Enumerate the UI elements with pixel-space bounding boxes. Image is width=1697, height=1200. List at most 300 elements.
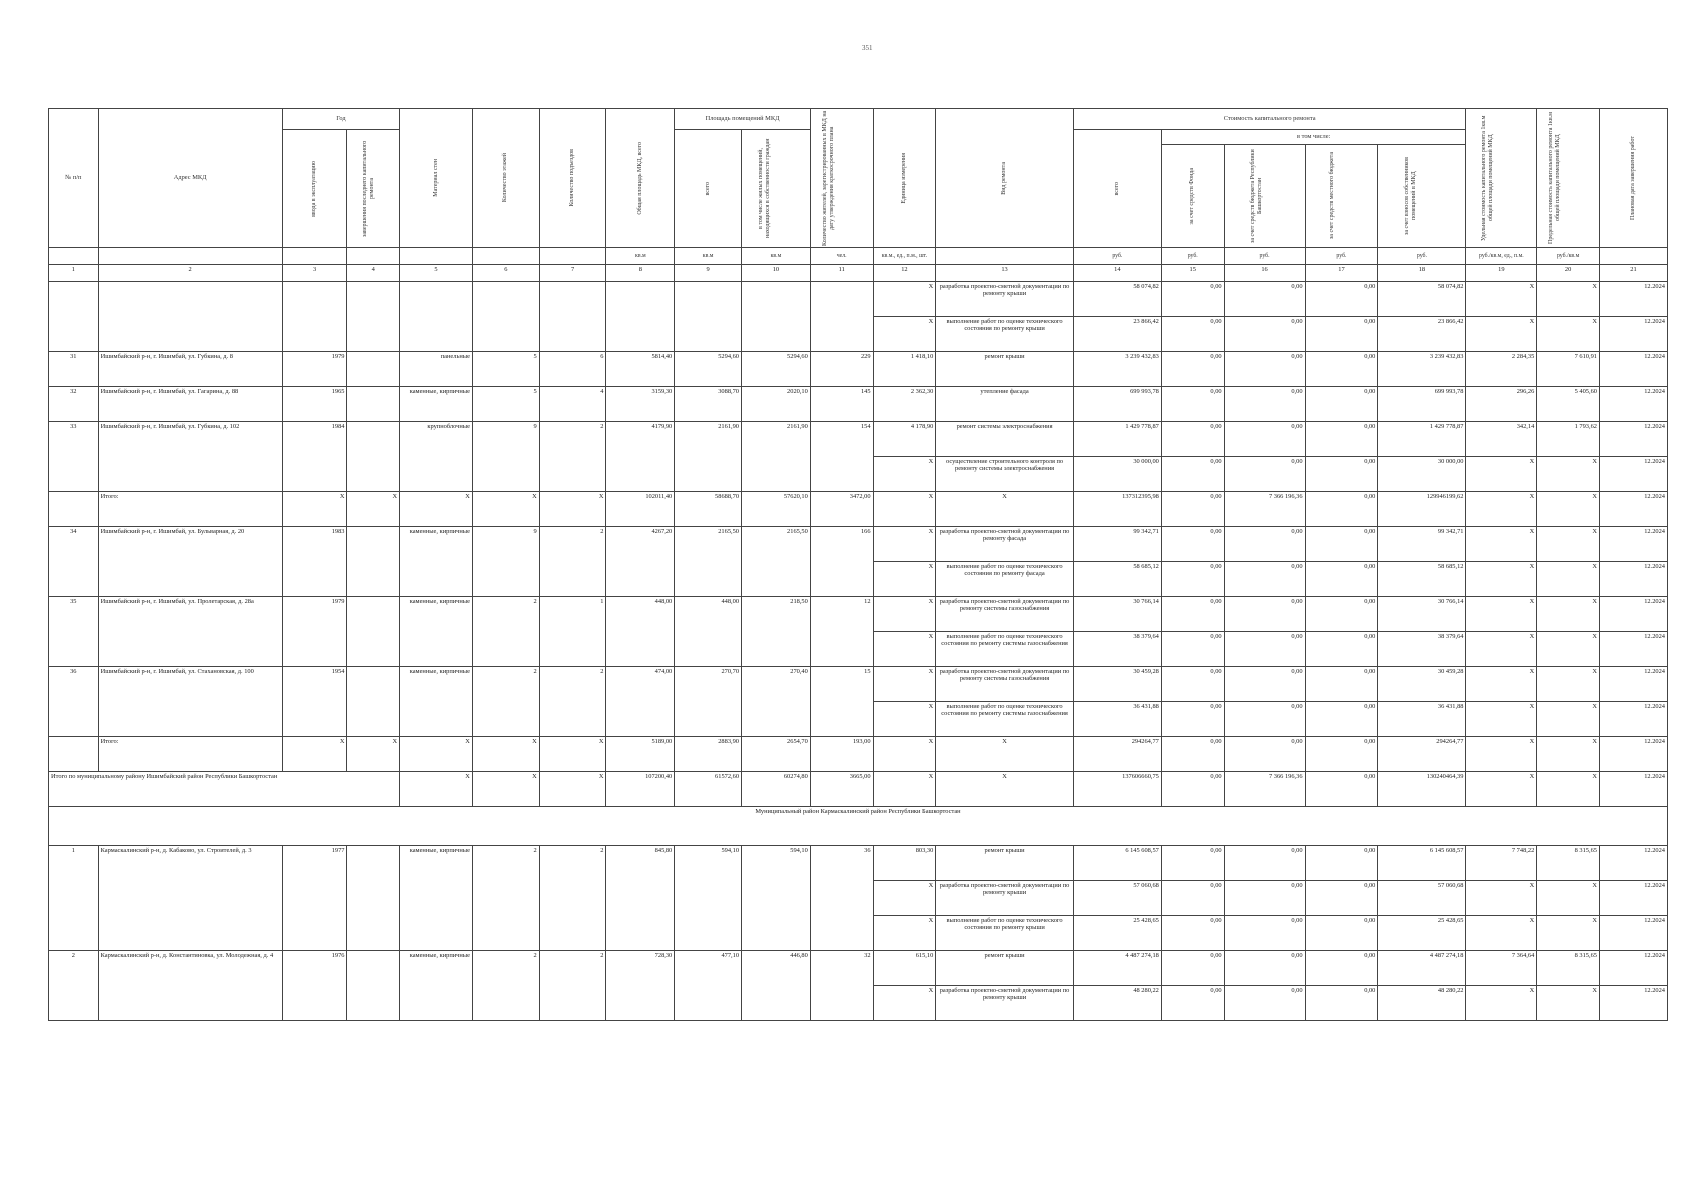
table-cell: 0,00	[1305, 846, 1378, 881]
header-cost-group: Стоимость капитального ремонта	[1073, 109, 1466, 130]
table-cell: 16	[1224, 265, 1305, 282]
table-cell: 20	[1537, 265, 1600, 282]
table-cell: Ишимбайский р-н, г. Ишимбай, ул. Гагарина, д. 88	[98, 387, 282, 422]
table-cell: X	[1537, 986, 1600, 1021]
table-cell: 0,00	[1224, 597, 1305, 632]
table-cell: 0,00	[1161, 916, 1224, 951]
table-cell	[400, 282, 473, 352]
table-cell: 12.2024	[1599, 667, 1667, 702]
table-cell	[49, 737, 99, 772]
header-premises-group: Площадь помещений МКД	[675, 109, 811, 130]
table-cell: X	[1466, 492, 1537, 527]
table-cell: 0,00	[1305, 737, 1378, 772]
table-cell: 130240464,39	[1378, 772, 1466, 807]
table-cell: X	[1466, 667, 1537, 702]
table-cell: 0,00	[1161, 597, 1224, 632]
table-cell: X	[1466, 317, 1537, 352]
table-cell: 1976	[282, 951, 347, 1021]
table-cell: 1965	[282, 387, 347, 422]
table-row	[49, 352, 1668, 387]
table-cell: 294264,77	[1378, 737, 1466, 772]
table-cell	[539, 248, 606, 265]
table-cell: 0,00	[1224, 846, 1305, 881]
table-cell: X	[873, 527, 936, 562]
table-cell: 2 362,30	[873, 387, 936, 422]
table-cell	[347, 527, 400, 597]
table-cell	[98, 282, 282, 352]
table-cell: 0,00	[1305, 986, 1378, 1021]
table-cell: 8 315,65	[1537, 951, 1600, 986]
table-cell: 3665,00	[810, 772, 873, 807]
header-wall-material: Материал стен	[400, 109, 473, 248]
table-cell: 0,00	[1305, 667, 1378, 702]
table-cell: 2	[49, 951, 99, 1021]
table-cell: 13	[936, 265, 1074, 282]
table-cell	[347, 597, 400, 667]
table-cell: X	[1537, 527, 1600, 562]
table-cell: 23 866,42	[1378, 317, 1466, 352]
table-cell: X	[472, 737, 539, 772]
table-cell	[49, 282, 99, 352]
header-including: в том числе:	[1161, 130, 1466, 145]
table-cell: 57 060,68	[1073, 881, 1161, 916]
table-cell: 99 342,71	[1378, 527, 1466, 562]
table-cell: 32	[810, 951, 873, 1021]
table-cell: 699 993,78	[1073, 387, 1161, 422]
table-row	[49, 846, 1668, 881]
table-cell: 296,26	[1466, 387, 1537, 422]
header-address: Адрес МКД	[98, 109, 282, 248]
table-cell: 7	[539, 265, 606, 282]
table-cell: 17	[1305, 265, 1378, 282]
table-cell: 25 428,65	[1073, 916, 1161, 951]
table-cell	[742, 282, 811, 352]
table-cell: X	[873, 916, 936, 951]
table-cell: 0,00	[1161, 772, 1224, 807]
table-cell: 270,70	[675, 667, 742, 737]
repair-plan-table	[48, 108, 1668, 1021]
table-cell: 1979	[282, 597, 347, 667]
table-cell: X	[1466, 632, 1537, 667]
table-cell	[282, 248, 347, 265]
table-cell: 5189,00	[606, 737, 675, 772]
table-cell: 0,00	[1224, 457, 1305, 492]
table-cell: 5294,60	[675, 352, 742, 387]
table-cell: 3 239 432,83	[1378, 352, 1466, 387]
table-cell: 0,00	[1224, 916, 1305, 951]
table-cell: выполнение работ по оценке технического состояния по ремонту крыши	[936, 317, 1074, 352]
table-cell: 1 793,62	[1537, 422, 1600, 457]
table-cell: 8	[606, 265, 675, 282]
subtotal-row	[49, 737, 1668, 772]
table-cell: 0,00	[1161, 457, 1224, 492]
table-cell: X	[873, 457, 936, 492]
table-row	[49, 422, 1668, 457]
table-cell: X	[936, 492, 1074, 527]
table-cell: 1 429 778,87	[1073, 422, 1161, 457]
table-cell: 2	[98, 265, 282, 282]
table-cell: 2	[539, 951, 606, 1021]
table-cell: 2161,90	[675, 422, 742, 492]
header-premises-total: всего	[675, 130, 742, 248]
table-cell: 1 429 778,87	[1378, 422, 1466, 457]
header-units-row	[49, 248, 1668, 265]
table-cell: выполнение работ по оценке технического состояния по ремонту системы газоснабжения	[936, 702, 1074, 737]
table-cell	[98, 248, 282, 265]
table-cell: 448,00	[606, 597, 675, 667]
table-cell: 25 428,65	[1378, 916, 1466, 951]
table-cell: X	[873, 632, 936, 667]
table-cell: 446,80	[742, 951, 811, 1021]
table-cell: 31	[49, 352, 99, 387]
section-header-row	[49, 807, 1668, 846]
table-cell: X	[472, 492, 539, 527]
table-cell: 12	[873, 265, 936, 282]
table-cell: 30 766,14	[1378, 597, 1466, 632]
table-cell: X	[1537, 492, 1600, 527]
table-cell: 1984	[282, 422, 347, 492]
table-cell: 1983	[282, 527, 347, 597]
table-cell: 3	[282, 265, 347, 282]
unit-people: чел.	[810, 248, 873, 265]
table-cell: 8 315,65	[1537, 846, 1600, 881]
table-cell: 12.2024	[1599, 457, 1667, 492]
table-cell: 474,00	[606, 667, 675, 737]
table-row	[49, 527, 1668, 562]
table-cell: 294264,77	[1073, 737, 1161, 772]
table-cell: 0,00	[1161, 352, 1224, 387]
table-cell: 12.2024	[1599, 702, 1667, 737]
table-cell: 36 431,88	[1073, 702, 1161, 737]
table-cell: 36 431,88	[1378, 702, 1466, 737]
table-cell: 2	[539, 527, 606, 597]
table-cell: 448,00	[675, 597, 742, 667]
table-cell: 33	[49, 422, 99, 492]
table-cell: 48 280,22	[1073, 986, 1161, 1021]
table-cell: 4 178,90	[873, 422, 936, 457]
table-cell: X	[1537, 737, 1600, 772]
table-cell: 58 685,12	[1378, 562, 1466, 597]
table-cell: 7 364,64	[1466, 951, 1537, 986]
table-cell: 0,00	[1224, 422, 1305, 457]
unit-20: руб./кв.м	[1537, 248, 1600, 265]
header-repair-type: Вид ремонта	[936, 109, 1074, 248]
table-cell: 34	[49, 527, 99, 597]
table-cell: 6	[539, 352, 606, 387]
table-cell: 594,10	[742, 846, 811, 951]
table-cell: 0,00	[1224, 986, 1305, 1021]
table-cell: 1	[539, 597, 606, 667]
table-row	[49, 667, 1668, 702]
table-cell: 0,00	[1161, 881, 1224, 916]
table-cell: 129946199,62	[1378, 492, 1466, 527]
table-cell: 58 685,12	[1073, 562, 1161, 597]
table-cell: 0,00	[1305, 492, 1378, 527]
table-cell: 32	[49, 387, 99, 422]
table-cell: X	[1537, 702, 1600, 737]
table-cell: X	[539, 737, 606, 772]
table-cell: X	[873, 597, 936, 632]
table-cell: X	[1537, 916, 1600, 951]
table-cell: 107200,40	[606, 772, 675, 807]
table-cell: каменные, кирпичные	[400, 846, 473, 951]
header-cost-republic: за счет средств бюджета Республики Башкортостан	[1224, 145, 1305, 248]
table-cell: 0,00	[1224, 632, 1305, 667]
table-cell: 1	[49, 265, 99, 282]
unit-rub5: руб.	[1378, 248, 1466, 265]
table-cell: X	[472, 772, 539, 807]
table-cell: 3088,70	[675, 387, 742, 422]
table-cell: 699 993,78	[1378, 387, 1466, 422]
table-cell: 0,00	[1161, 282, 1224, 317]
table-cell: 12.2024	[1599, 352, 1667, 387]
table-cell: 615,10	[873, 951, 936, 986]
table-cell: X	[873, 317, 936, 352]
table-cell: 0,00	[1305, 387, 1378, 422]
table-cell: 99 342,71	[1073, 527, 1161, 562]
table-cell: X	[400, 772, 473, 807]
table-cell: 0,00	[1224, 317, 1305, 352]
table-cell: X	[539, 492, 606, 527]
table-cell: 1954	[282, 667, 347, 737]
table-cell: X	[1537, 881, 1600, 916]
unit-measure: кв.м., ед., п.м., шт.	[873, 248, 936, 265]
table-cell: 137606660,75	[1073, 772, 1161, 807]
table-cell: разработка проектно-сметной документации по ремонту системы газоснабжения	[936, 667, 1074, 702]
table-cell: выполнение работ по оценке технического состояния по ремонту фасада	[936, 562, 1074, 597]
table-cell: 0,00	[1224, 881, 1305, 916]
table-cell: 3472,00	[810, 492, 873, 527]
table-cell	[1599, 248, 1667, 265]
table-cell: 2	[539, 667, 606, 737]
table-cell: 12.2024	[1599, 422, 1667, 457]
table-cell: 58688,70	[675, 492, 742, 527]
table-cell: Кармаскалинский р-н, д. Кабаково, ул. Строителей, д. 3	[98, 846, 282, 951]
unit-rub3: руб.	[1224, 248, 1305, 265]
table-row	[49, 597, 1668, 632]
table-cell	[49, 248, 99, 265]
table-cell: 12.2024	[1599, 632, 1667, 667]
table-cell: 12.2024	[1599, 562, 1667, 597]
table-cell: 12.2024	[1599, 951, 1667, 986]
table-cell: 102011,40	[606, 492, 675, 527]
table-cell: 5	[400, 265, 473, 282]
table-cell: 0,00	[1305, 632, 1378, 667]
table-cell: 342,14	[1466, 422, 1537, 457]
table-cell: 2	[472, 667, 539, 737]
table-cell	[400, 248, 473, 265]
table-cell: 4 487 274,18	[1378, 951, 1466, 986]
table-cell: 0,00	[1161, 562, 1224, 597]
table-cell	[347, 667, 400, 737]
table-cell: выполнение работ по оценке технического состояния по ремонту крыши	[936, 916, 1074, 951]
table-cell	[347, 422, 400, 492]
table-cell: X	[400, 492, 473, 527]
header-max-cost: Предельная стоимость капитального ремонта 1кв.м общей площади помещений МКД	[1537, 109, 1600, 248]
table-cell: X	[1466, 702, 1537, 737]
table-cell: 193,00	[810, 737, 873, 772]
table-cell: 6 145 608,57	[1073, 846, 1161, 881]
table-cell: 12.2024	[1599, 881, 1667, 916]
table-cell: 30 766,14	[1073, 597, 1161, 632]
table-cell: 0,00	[1305, 881, 1378, 916]
table-cell: 60274,80	[742, 772, 811, 807]
table-cell: разработка проектно-сметной документации по ремонту крыши	[936, 282, 1074, 317]
table-cell: 0,00	[1305, 562, 1378, 597]
table-cell: 4267,20	[606, 527, 675, 597]
table-cell	[606, 282, 675, 352]
table-cell: 5 405,60	[1537, 387, 1600, 422]
table-cell: осуществление строительного контроля по ремонту системы электроснабжения	[936, 457, 1074, 492]
table-cell: X	[1466, 737, 1537, 772]
table-cell	[810, 282, 873, 352]
table-cell: 9	[675, 265, 742, 282]
table-cell: 477,10	[675, 951, 742, 1021]
table-cell: 5	[472, 352, 539, 387]
table-cell	[347, 282, 400, 352]
table-cell: 6	[472, 265, 539, 282]
table-cell: X	[1466, 597, 1537, 632]
table-cell: Итого по муниципальному району Ишимбайский район Республики Башкортостан	[49, 772, 400, 807]
table-cell: 0,00	[1161, 527, 1224, 562]
table-cell: 2	[539, 422, 606, 492]
table-cell: X	[873, 492, 936, 527]
table-cell: 57620,10	[742, 492, 811, 527]
header-year-group: Год	[282, 109, 399, 130]
table-cell: 0,00	[1224, 667, 1305, 702]
table-cell: X	[1537, 632, 1600, 667]
table-cell: 12.2024	[1599, 317, 1667, 352]
unit-rub2: руб.	[1161, 248, 1224, 265]
unit-area3: кв.м	[742, 248, 811, 265]
district-total-row	[49, 772, 1668, 807]
table-cell: 0,00	[1161, 986, 1224, 1021]
table-cell: 12.2024	[1599, 597, 1667, 632]
table-cell	[347, 248, 400, 265]
table-row	[49, 387, 1668, 422]
table-cell: X	[1466, 457, 1537, 492]
header-year-overhaul: завершения последнего капитального ремонта	[347, 130, 400, 248]
table-cell: 166	[810, 527, 873, 597]
table-cell: 30 000,00	[1073, 457, 1161, 492]
table-cell: 0,00	[1224, 352, 1305, 387]
table-cell: 15	[1161, 265, 1224, 282]
table-cell: 0,00	[1305, 597, 1378, 632]
table-cell: 0,00	[1305, 916, 1378, 951]
table-cell: 0,00	[1224, 387, 1305, 422]
unit-area1: кв.м	[606, 248, 675, 265]
table-cell: 12.2024	[1599, 387, 1667, 422]
table-cell: 12.2024	[1599, 986, 1667, 1021]
table-cell: 0,00	[1305, 422, 1378, 457]
column-number-row	[49, 265, 1668, 282]
table-cell: 2	[539, 846, 606, 951]
table-cell: X	[873, 772, 936, 807]
table-cell: 137312395,98	[1073, 492, 1161, 527]
table-cell	[675, 282, 742, 352]
table-cell: 35	[49, 597, 99, 667]
table-cell: Итого:	[98, 737, 282, 772]
table-cell: ремонт крыши	[936, 951, 1074, 986]
table-cell: 1	[49, 846, 99, 951]
table-cell	[472, 248, 539, 265]
table-cell: 12.2024	[1599, 282, 1667, 317]
table-cell: 12.2024	[1599, 527, 1667, 562]
table-cell	[347, 951, 400, 1021]
table-cell: ремонт крыши	[936, 846, 1074, 881]
table-cell: 0,00	[1224, 951, 1305, 986]
table-cell: 14	[1073, 265, 1161, 282]
table-cell: 154	[810, 422, 873, 492]
table-cell: Ишимбайский р-н, г. Ишимбай, ул. Губкина, д. 8	[98, 352, 282, 387]
table-cell: ремонт системы электроснабжения	[936, 422, 1074, 457]
table-cell: X	[873, 562, 936, 597]
table-cell: 4	[539, 387, 606, 422]
table-cell: 0,00	[1305, 702, 1378, 737]
table-row	[49, 951, 1668, 986]
table-cell: разработка проектно-сметной документации по ремонту крыши	[936, 986, 1074, 1021]
header-total-area: Общая площадь МКД, всего	[606, 109, 675, 248]
table-cell	[282, 282, 347, 352]
table-cell: 1 418,10	[873, 352, 936, 387]
table-cell: 0,00	[1305, 317, 1378, 352]
table-cell: 0,00	[1224, 702, 1305, 737]
table-cell: 58 074,82	[1378, 282, 1466, 317]
table-cell: X	[1537, 772, 1600, 807]
page-number: 351	[862, 44, 873, 52]
table-cell: X	[347, 492, 400, 527]
table-cell: 9	[472, 422, 539, 492]
table-cell: 7 366 196,36	[1224, 492, 1305, 527]
table-cell: 5294,60	[742, 352, 811, 387]
table-cell: 5814,40	[606, 352, 675, 387]
table-cell: X	[1466, 527, 1537, 562]
table-cell: X	[936, 772, 1074, 807]
table-cell: 9	[472, 527, 539, 597]
header-num: № п/п	[49, 109, 99, 248]
table-cell: 48 280,22	[1378, 986, 1466, 1021]
table-cell: 2020,10	[742, 387, 811, 422]
table-cell: 845,80	[606, 846, 675, 951]
table-cell: 7 748,22	[1466, 846, 1537, 881]
table-cell: 21	[1599, 265, 1667, 282]
table-cell: 0,00	[1161, 846, 1224, 881]
table-cell: 229	[810, 352, 873, 387]
table-cell: 1979	[282, 352, 347, 387]
table-cell: каменные, кирпичные	[400, 527, 473, 597]
table-row	[49, 282, 1668, 317]
table-cell: Ишимбайский р-н, г. Ишимбай, ул. Бульварная, д. 20	[98, 527, 282, 597]
table-cell: 30 459,28	[1378, 667, 1466, 702]
table-cell: 2 284,35	[1466, 352, 1537, 387]
table-cell: 0,00	[1305, 457, 1378, 492]
table-cell: 3159,30	[606, 387, 675, 422]
table-cell: X	[1466, 282, 1537, 317]
table-cell: X	[282, 492, 347, 527]
table-cell	[539, 282, 606, 352]
table-cell	[49, 492, 99, 527]
table-cell: Ишимбайский р-н, г. Ишимбай, ул. Губкина, д. 102	[98, 422, 282, 492]
header-entrances: Количество подъездов	[539, 109, 606, 248]
unit-rub4: руб.	[1305, 248, 1378, 265]
header-cost-owners: за счет взносов собственников помещений в МКД	[1378, 145, 1466, 248]
table-cell: 2165,50	[675, 527, 742, 597]
table-cell: выполнение работ по оценке технического состояния по ремонту системы газоснабжения	[936, 632, 1074, 667]
table-cell: разработка проектно-сметной документации по ремонту крыши	[936, 881, 1074, 916]
table-cell: 57 060,68	[1378, 881, 1466, 916]
table-cell: X	[873, 667, 936, 702]
table-cell: 12.2024	[1599, 737, 1667, 772]
